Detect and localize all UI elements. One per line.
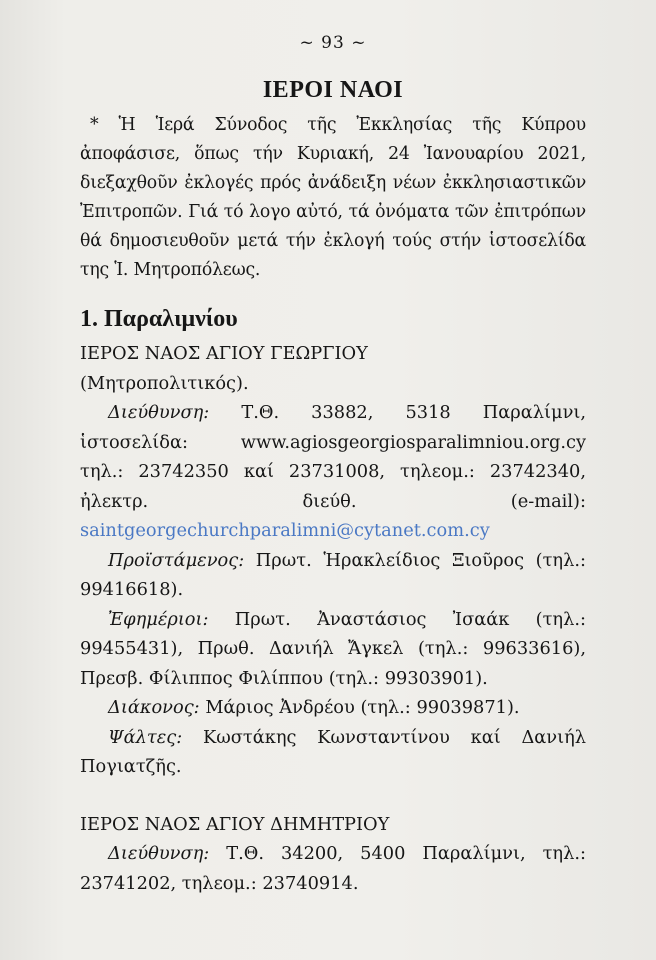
parish-title: 1. Παραλιμνίου (80, 306, 238, 332)
church1-priest (80, 546, 586, 605)
spacer (80, 782, 586, 810)
address-label-2: Διεύθυνση: (108, 843, 210, 864)
church2-address (80, 839, 586, 898)
church1-type: (Μητροπολιτικός). (80, 372, 249, 394)
address-text-2: Τ.Θ. 34200, 5400 Παραλίμνι, τηλ.: 23741202, τηλεομ.: 23740914. (80, 843, 586, 894)
election-note: * Ἡ Ἱερά Σύνοδος τῆς Ἐκκλησίας τῆς Κύπρου ἀποφάσισε, ὅπως τήν Κυριακή, 24 Ἰανουαρίου 2021, διεξαχθοῦν ἐκλογές πρός ἀνάδειξη νέων ἐκκλησιαστικῶν Ἐπιτροπῶν. Γιά τό λογο αὐτό, τά ὀνόματα τῶν ἐπιτρόπων θά δημοσιευθοῦν μετά τήν ἐκλογή τούς στήν ἱστοσελίδα της Ἱ. Μητροπόλεως. (80, 115, 586, 280)
address-label: Διεύθυνση: (108, 402, 210, 423)
email-link[interactable]: saintgeorgechurchparalimni@cytanet.com.cy (80, 520, 490, 541)
priest-label: Προϊστάμενος: (108, 549, 245, 571)
priest-text: Πρωτ. Ἡρακλείδιος Ξιοῦρος (τηλ.: 99416618). (80, 549, 587, 600)
church1-deacon (80, 693, 586, 723)
clergy-text: Πρωτ. Ἀναστάσιος Ἰσαάκ (τηλ.: 99455431), Πρωθ. Δανιήλ Ἄγκελ (τηλ.: 99633616), Πρεσβ. Φίλιππος Φιλίππου (τηλ.: 99303901). (80, 608, 586, 689)
church2-name: ΙΕΡΟΣ ΝΑΟΣ ΑΓΙΟΥ ΔΗΜΗΤΡΙΟΥ (80, 813, 390, 835)
deacon-text: Μάριος Ἀνδρέου (τηλ.: 99039871). (205, 697, 520, 718)
chanters-label: Ψάλτες: (108, 726, 183, 748)
clergy-label: Ἐφημέριοι: (108, 608, 209, 630)
church1-chanters (80, 723, 586, 782)
church1-clergy (80, 605, 586, 694)
church1-name: ΙΕΡΟΣ ΝΑΟΣ ΑΓΙΟΥ ΓΕΩΡΓΙΟΥ (80, 343, 368, 364)
section-title: ΙΕΡΟΙ ΝΑΟΙ (262, 77, 404, 103)
church1-address (80, 398, 586, 546)
deacon-label: Διάκονος: (108, 697, 200, 718)
page-number: ~ 93 ~ (299, 33, 367, 53)
chanters-text: Κωστάκης Κωνσταντίνου καί Δανιήλ Πογιατζῆς. (80, 726, 587, 777)
address-text: Τ.Θ. 33882, 5318 Παραλίμνι, ἱστοσελίδα: www.agiosgeorgiosparalimniou.org.cy τηλ.: 23742350 καί 23731008, τηλεομ.: 23742340, ἠλεκτρ. διεύθ. (e-mail): (80, 402, 586, 512)
